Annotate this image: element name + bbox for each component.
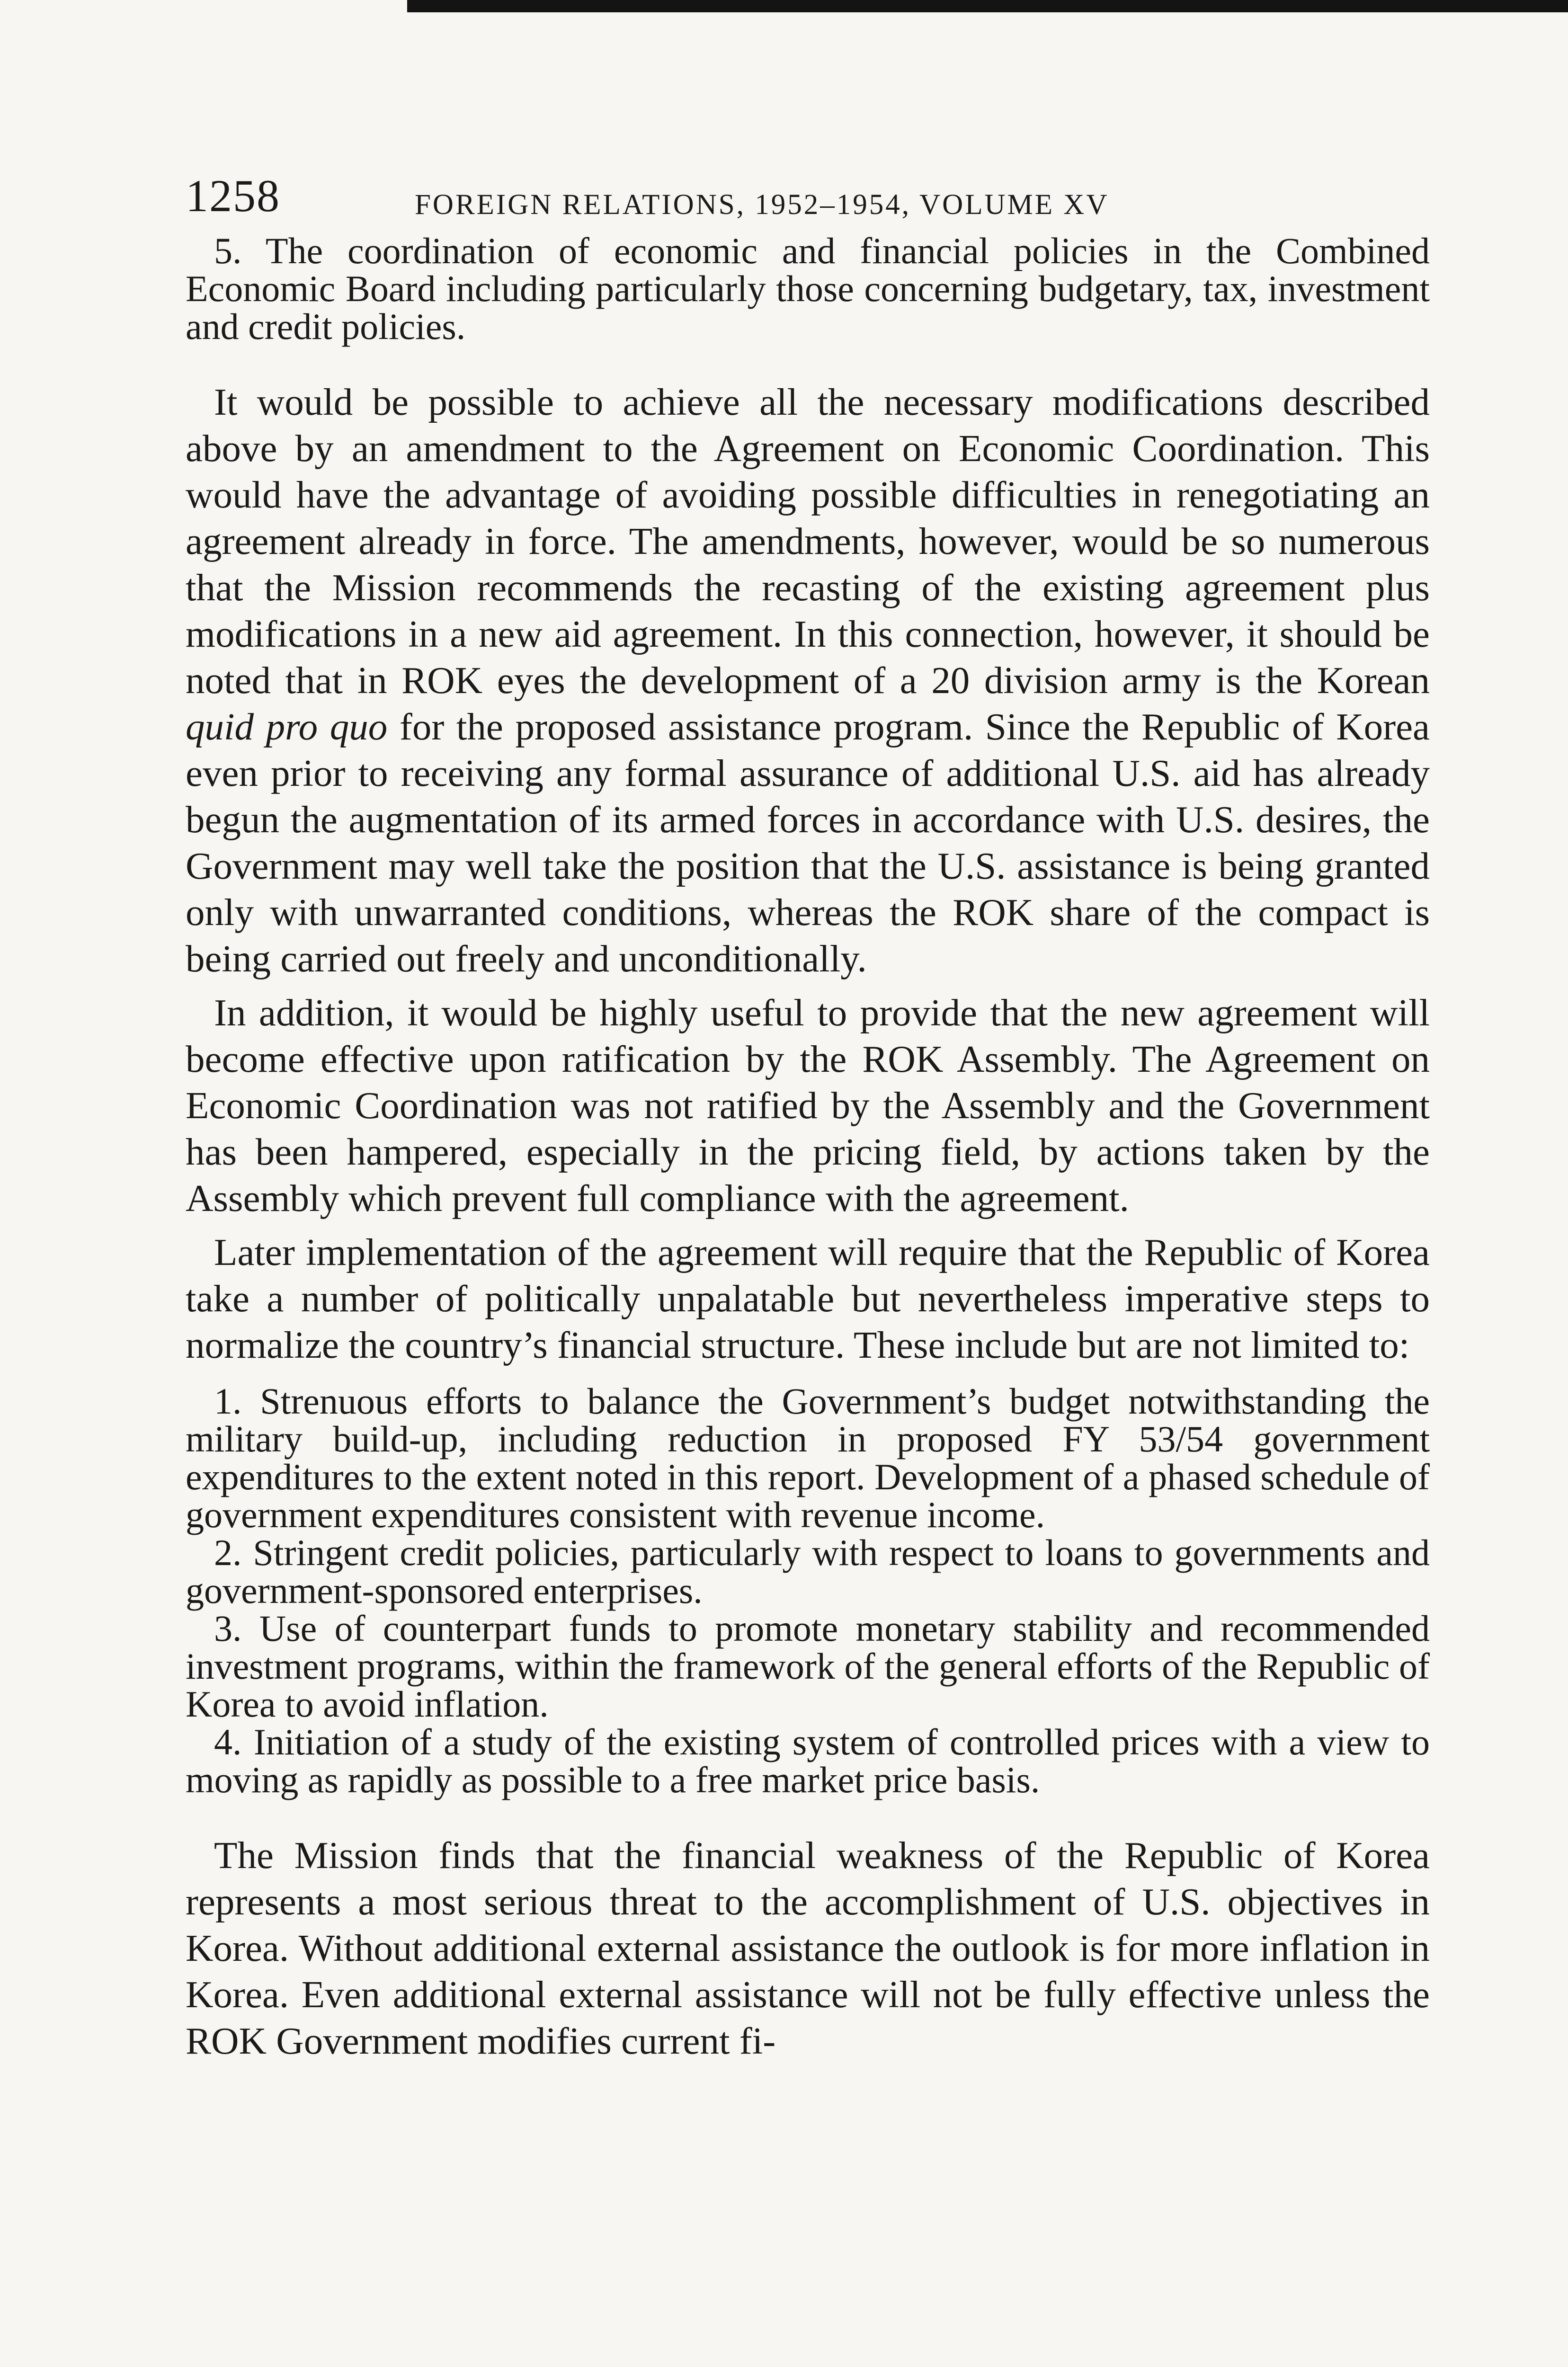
paragraph-amendment-text-cont: for the proposed assistance program. Since the Republic of Korea even prior to receiving any formal assurance of additional U.S. aid has already begun the augmentation of its armed forces in accordance with U.S. desires, the Government may well take the position that the U.S. assistance is being granted only with unwarranted conditions, whereas the ROK share of the compact is being carried out freely and unconditionally.: [186, 705, 1430, 980]
list-item: 1. Strenuous efforts to balance the Government’s budget notwithstanding the military build-up, including reduction in proposed FY 53/54 government expenditures to the extent noted in this report. Development of a phased schedule of government expenditures consistent with revenue income.: [186, 1380, 1430, 1535]
top-edge-rule: [407, 0, 1568, 12]
document-page: [186, 161, 1430, 2064]
list-item-5: 5. The coordination of economic and financial policies in the Combined Economic Board including particularly those concerning budgetary, tax, investment and credit policies.: [186, 230, 1430, 347]
paragraph-ratification: In addition, it would be highly useful to provide that the new agreement will become effective upon ratification by the ROK Assembly. The Agreement on Economic Coordination was not ratified by the Assembly and the Government has been hampered, especially in the pricing field, by actions taken by the Assembly which prevent full compliance with the agreement.: [186, 991, 1430, 1219]
paragraph-amendment-text: It would be possible to achieve all the necessary modifications described above by an amendment to the Agreement on Economic Coordination. This would have the advantage of avoiding possible difficulties in renegotiating an agreement already in force. The amendments, however, would be so numerous that the Mission recommends the recasting of the existing agreement plus modifications in a new aid agreement. In this connection, however, it should be noted that in ROK eyes the development of a 20 division army is the Korean: [186, 381, 1430, 702]
list-item: 2. Stringent credit policies, particularly with respect to loans to governments and government-sponsored enterprises.: [186, 1532, 1430, 1611]
steps-list: [186, 1382, 1430, 1799]
quid-pro-quo-italic: quid pro quo: [186, 705, 388, 748]
list-item: 4. Initiation of a study of the existing system of controlled prices with a view to moving as rapidly as possible to a free market price basis.: [186, 1721, 1430, 1800]
paragraph-amendment: [186, 379, 1430, 982]
paragraph-financial-weakness: The Mission finds that the financial weakness of the Republic of Korea represents a most serious threat to the accomplishment of U.S. objectives in Korea. Without additional external assistance the outlook is for more inflation in Korea. Even additional external assistance will not be fully effective unless the ROK Government modifies current fi-: [186, 1834, 1430, 2062]
paragraph-implementation: Later implementation of the agreement will require that the Republic of Korea take a number of politically unpalatable but nevertheless imperative steps to normalize the country’s financial structure. These include but are not limited to:: [186, 1231, 1430, 1366]
running-head: FOREIGN RELATIONS, 1952–1954, VOLUME XV: [415, 189, 1109, 221]
page-number: 1258: [186, 170, 280, 221]
list-item: 3. Use of counterpart funds to promote monetary stability and recommended investment programs, within the framework of the general efforts of the Republic of Korea to avoid inflation.: [186, 1608, 1430, 1725]
page-header: [186, 161, 1430, 232]
